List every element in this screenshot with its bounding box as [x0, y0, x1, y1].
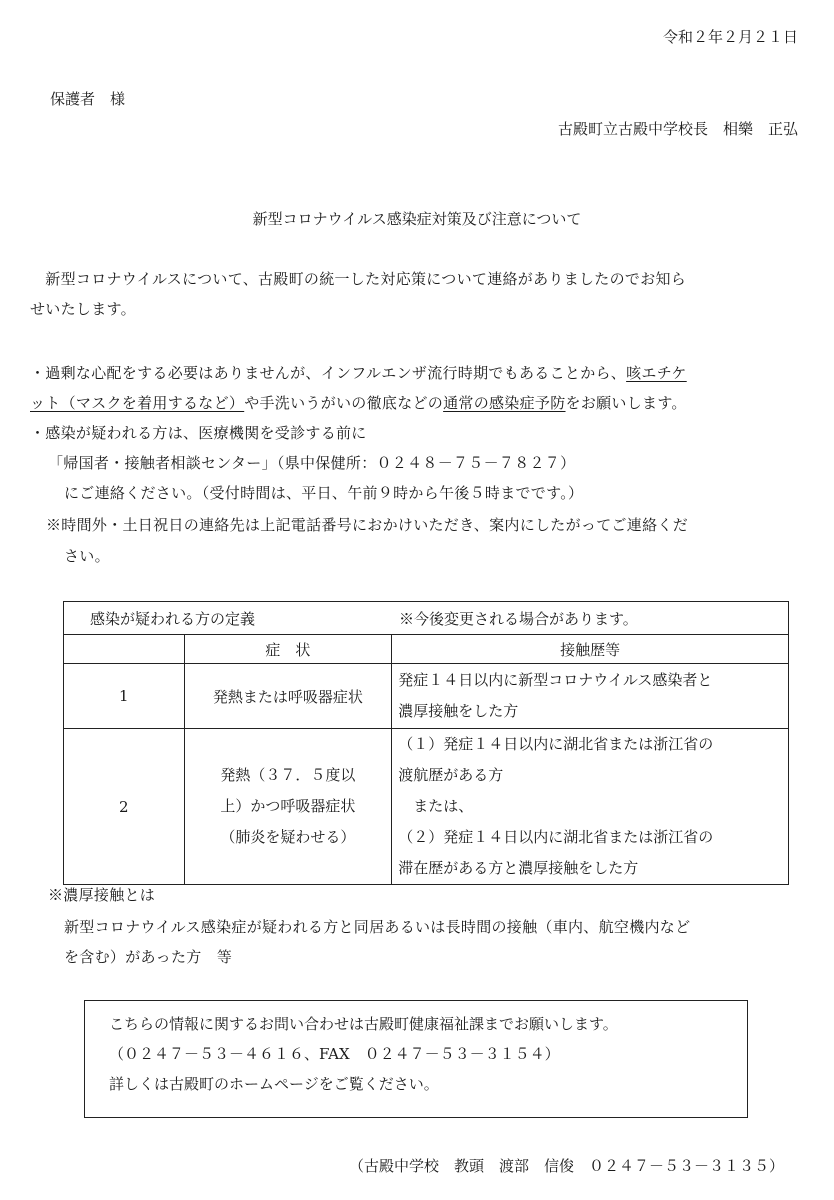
contact-line: 渡航歴がある方: [398, 766, 504, 784]
row-symptom: 発熱または呼吸器症状: [184, 664, 392, 729]
bullet-1-text: ・過剰な心配をする必要はありませんが、インフルエンザ流行時期でもあることから、: [30, 364, 627, 382]
definition-table: [63, 601, 789, 885]
table-header-row: [64, 635, 789, 664]
row-contact: [392, 729, 789, 885]
row-number: 2: [64, 729, 185, 885]
bullet-1-underlined-a: ット（マスクを着用するなど）: [30, 394, 245, 412]
header-num: [64, 635, 185, 664]
contact-line: （２）発症１４日以内に湖北省または浙江省の: [398, 828, 714, 846]
header-contact: 接触歴等: [392, 635, 789, 664]
document-date: 令和２年２月２１日: [662, 28, 798, 46]
table-note: ※今後変更される場合があります。: [399, 610, 638, 628]
bullet-1-underlined-b: 通常の感染症予防: [443, 394, 566, 412]
table-title: 感染が疑われる方の定義: [90, 609, 256, 628]
inquiry-line-3: 詳しくは古殿町のホームページをご覧ください。: [109, 1075, 439, 1093]
symptom-line: 発熱（３７．５度以: [220, 766, 356, 784]
bullet-1-line-1: [30, 362, 687, 383]
row-number: 1: [64, 664, 185, 729]
table-row: [64, 729, 789, 885]
close-contact-line-1: 新型コロナウイルス感染症が疑われる方と同居あるいは長時間の接触（車内、航空機内など: [64, 918, 691, 936]
symptom-line: 上）かつ呼吸器症状: [220, 797, 356, 815]
intro-line-1: 新型コロナウイルスについて、古殿町の統一した対応策について連絡がありましたのでお知ら: [30, 270, 687, 288]
contact-line: 発症１４日以内に新型コロナウイルス感染者と: [398, 671, 713, 689]
contact-line: 滞在歴がある方と濃厚接触をした方: [398, 859, 639, 877]
close-contact-heading: ※濃厚接触とは: [48, 886, 156, 904]
recipient: 保護者 様: [50, 90, 126, 108]
header-symptom: 症 状: [184, 635, 392, 664]
bullet-2-line-1: ・感染が疑われる方は、医療機関を受診する前に: [30, 424, 367, 442]
bullet-2-line-3: にご連絡ください。（受付時間は、平日、午前９時から午後５時までです。）: [64, 484, 584, 502]
row-contact: [392, 664, 789, 729]
consultation-center: 「帰国者・接触者相談センター」（県中保健所：０２４８－７５－７８２７）: [48, 454, 576, 472]
inquiry-box: [84, 1000, 748, 1118]
contact-line: または、: [398, 797, 474, 815]
row-symptom: [184, 729, 392, 885]
bullet-1-suffix: をお願いします。: [565, 394, 687, 412]
document-title: 新型コロナウイルス感染症対策及び注意について: [252, 210, 582, 228]
close-contact-line-2: を含む）があった方 等: [64, 948, 233, 966]
after-hours-note-2: さい。: [64, 547, 110, 565]
after-hours-note: ※時間外・土日祝日の連絡先は上記電話番号におかけいただき、案内にしたがってご連絡くだ: [46, 516, 689, 534]
bullet-1-middle: や手洗いうがいの徹底などの: [244, 394, 444, 412]
sender: 古殿町立古殿中学校長 相樂 正弘: [557, 120, 798, 138]
contact-line: （１）発症１４日以内に湖北省または浙江省の: [398, 735, 714, 753]
table-title-row: [64, 602, 789, 635]
symptom-line: （肺炎を疑わせる）: [220, 828, 356, 846]
inquiry-line-1: こちらの情報に関するお問い合わせは古殿町健康福祉課までお願いします。: [109, 1015, 618, 1033]
contact-line: 濃厚接触をした方: [398, 702, 519, 720]
bullet-1-line-2: [30, 392, 687, 413]
bullet-1-underlined: 咳エチケ: [626, 364, 687, 382]
inquiry-line-2: （０２４７－５３－４６１６、FAX ０２４７－５３－３１５４）: [109, 1045, 560, 1063]
footer-contact: （古殿中学校 教頭 渡部 信俊 ０２４７－５３－３１３５）: [348, 1157, 784, 1175]
table-row: [64, 664, 789, 729]
intro-line-2: せいたします。: [30, 300, 136, 318]
